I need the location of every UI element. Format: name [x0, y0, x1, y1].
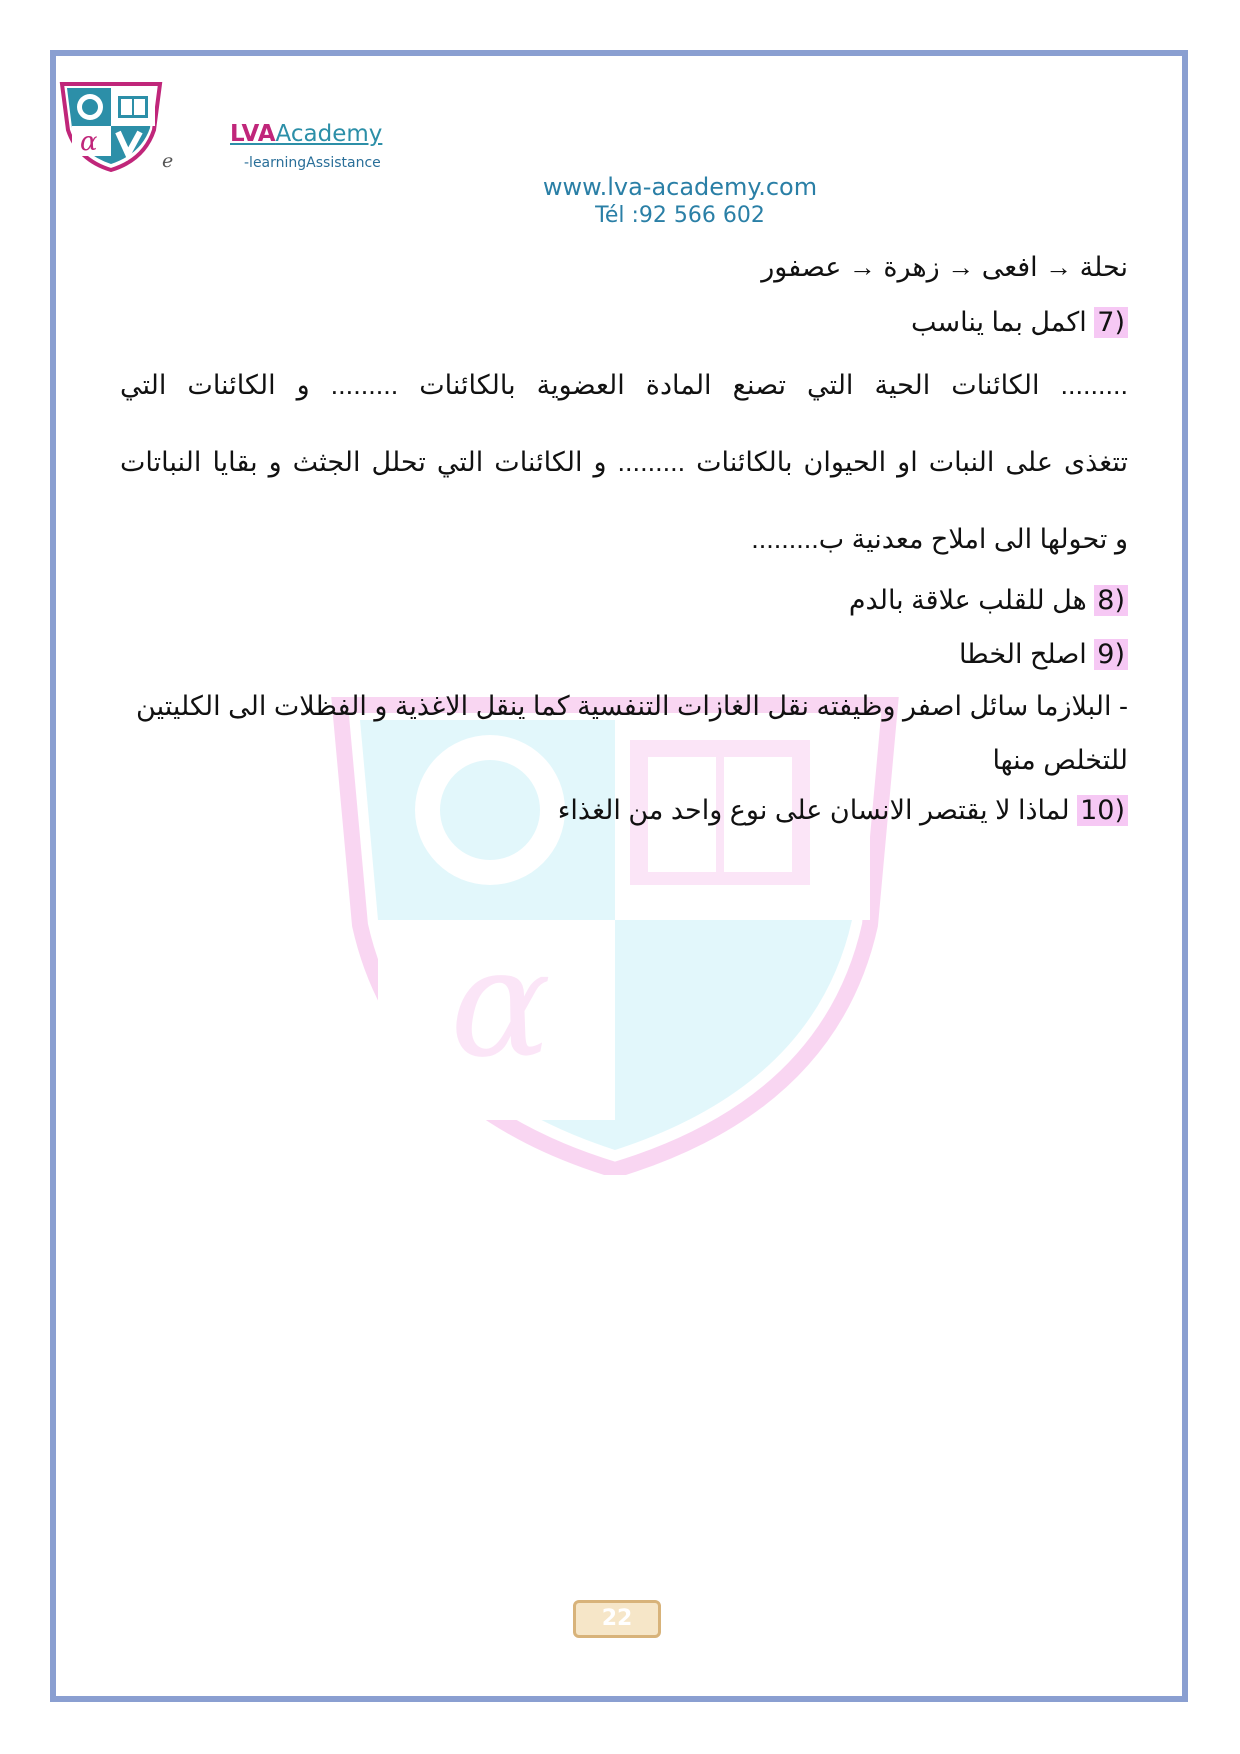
website-link[interactable]: www.lva-academy.com: [542, 173, 818, 201]
svg-text:α: α: [80, 127, 98, 157]
page-number-badge: 22: [573, 1600, 661, 1638]
question-9-number: 9): [1094, 639, 1128, 670]
question-10: [558, 795, 1128, 826]
question-10-text: لماذا لا يقتصر الانسان على نوع واحد من الغذاء: [557, 795, 1070, 825]
question-9-line-1: - البلازما سائل اصفر وظيفته نقل الغازات التنفسية كما ينقل الاغذية و الفظلات الى الكليتين: [136, 691, 1128, 721]
svg-text:α: α: [450, 917, 552, 1091]
question-8-text: هل للقلب علاقة بالدم: [848, 585, 1087, 615]
question-7-text: اكمل بما يناسب: [910, 307, 1087, 337]
lva-logo-icon: [58, 80, 164, 172]
question-7-line-2: تتغذى على النبات او الحيوان بالكائنات ......... و الكائنات التي تحلل الجثث و بقايا النباتات: [120, 447, 1128, 477]
question-9-text: اصلح الخطا: [958, 639, 1087, 669]
brand-lva: LVA: [230, 121, 276, 147]
food-chain: نحلة → افعى → زهرة → عصفور: [761, 252, 1128, 282]
brand-tagline: -learningAssistance: [244, 155, 381, 171]
logo-letter: e: [162, 150, 174, 172]
question-9: [959, 639, 1128, 670]
question-7-line-1: ......... الكائنات الحية التي تصنع المادة العضوية بالكائنات ......... و الكائنات التي: [120, 370, 1128, 400]
watermark-shield-icon: [330, 695, 900, 1175]
question-7-line-3: و تحولها الى املاح معدنية ب.........: [751, 524, 1128, 554]
question-9-line-2: للتخلص منها: [992, 745, 1128, 775]
question-8: [849, 585, 1128, 616]
question-7: [911, 307, 1128, 338]
question-7-number: 7): [1094, 307, 1128, 338]
brand-academy: Academy: [275, 121, 383, 147]
phone-number: Tél :92 566 602: [595, 203, 765, 228]
brand-name: [230, 121, 382, 147]
question-10-number: 10): [1077, 795, 1128, 826]
question-8-number: 8): [1094, 585, 1128, 616]
